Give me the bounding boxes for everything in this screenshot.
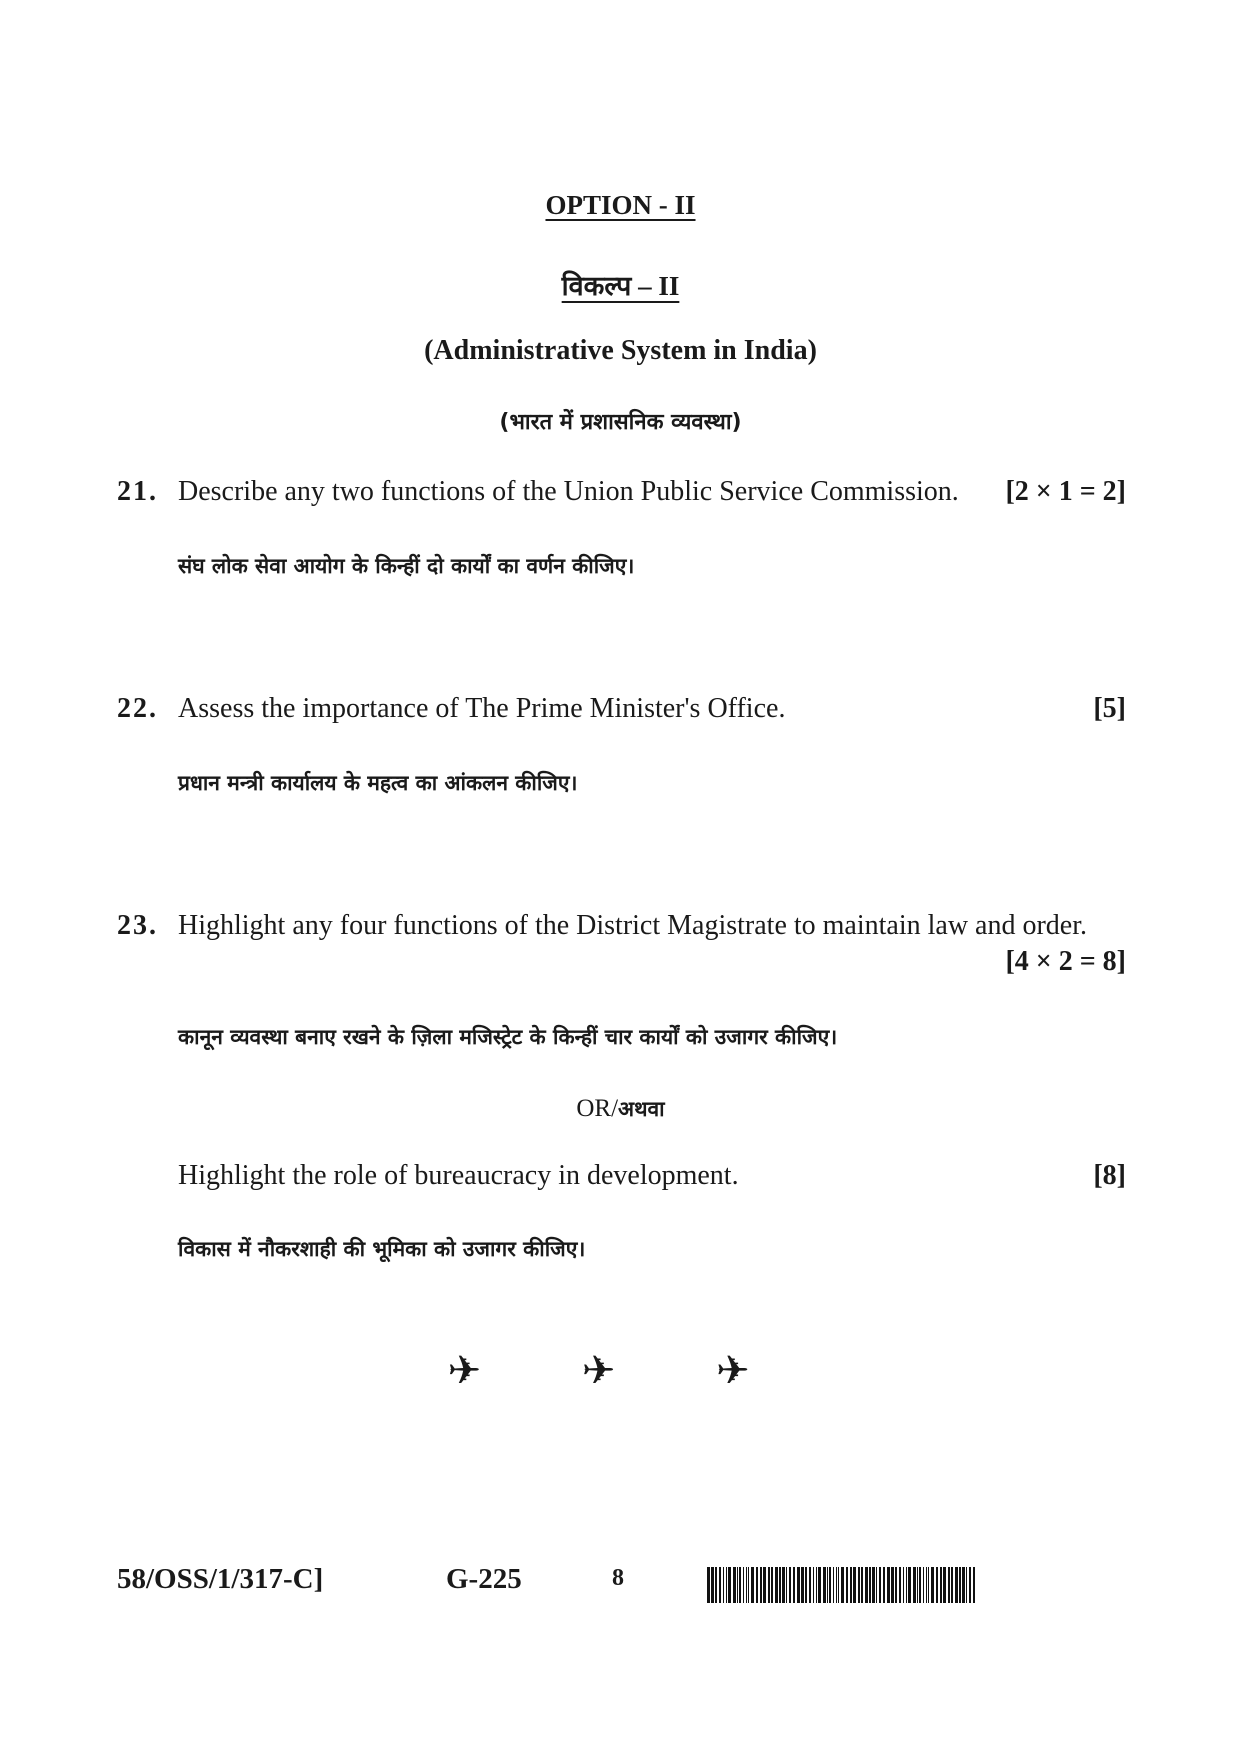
question-marks-21: [2 × 1 = 2]	[1005, 476, 1126, 507]
subject-title-hindi: (भारत में प्रशासनिक व्यवस्था)	[499, 410, 742, 435]
end-of-paper-marks: ✈ ✈ ✈	[447, 1348, 794, 1394]
question-marks-22: [5]	[1093, 693, 1126, 724]
page-number: 8	[612, 1565, 624, 1591]
or-separator: OR/अथवा	[576, 1095, 665, 1122]
question-text-23: Highlight any four functions of the District Magistrate to maintain law and order.	[178, 910, 1088, 941]
alternative-question-text: Highlight the role of bureaucracy in development.	[178, 1160, 739, 1191]
set-code: G-225	[446, 1563, 522, 1595]
question-hindi-22: प्रधान मन्त्री कार्यालय के महत्व का आंकलन कीजिए।	[178, 771, 578, 795]
question-text-22: Assess the importance of The Prime Minister's Office.	[178, 693, 786, 724]
paper-code: 58/OSS/1/317-C]	[117, 1563, 324, 1595]
question-number-21: 21.	[117, 476, 158, 507]
subject-title: (Administrative System in India)	[424, 335, 817, 366]
alternative-question-marks: [8]	[1093, 1160, 1126, 1191]
barcode-image	[707, 1567, 976, 1603]
question-text-21: Describe any two functions of the Union Public Service Commission.	[178, 476, 959, 507]
question-hindi-23: कानून व्यवस्था बनाए रखने के ज़िला मजिस्ट्रेट के किन्हीं चार कार्यों को उजागर कीजिए।	[178, 1025, 838, 1049]
alternative-question-hindi: विकास में नौकरशाही की भूमिका को उजागर कीजिए।	[178, 1237, 586, 1261]
option-heading: OPTION - II	[545, 190, 696, 220]
question-number-23: 23.	[117, 910, 158, 941]
question-marks-23: [4 × 2 = 8]	[1005, 946, 1126, 977]
question-number-22: 22.	[117, 693, 158, 724]
option-heading-hindi: विकल्प – II	[561, 271, 680, 301]
question-hindi-21: संघ लोक सेवा आयोग के किन्हीं दो कार्यों का वर्णन कीजिए।	[178, 554, 635, 578]
